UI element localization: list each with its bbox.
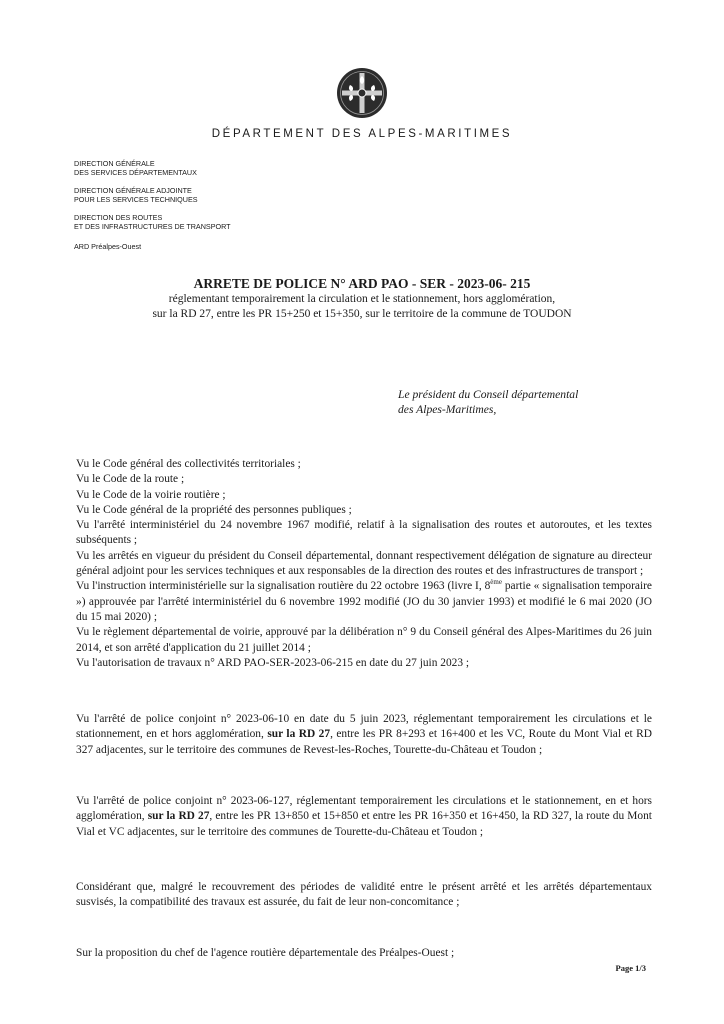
decree-subtitle-line: sur la RD 27, entre les PR 15+250 et 15+350, sur le territoire de la commune de TOUDON [152,307,572,320]
direction-line: DES SERVICES DÉPARTEMENTAUX [74,168,197,177]
direction-generale [74,159,197,177]
direction-routes [74,213,231,231]
visa-item: Vu l'autorisation de travaux n° ARD PAO-SER-2023-06-215 en date du 27 juin 2023 ; [76,656,470,669]
direction-line: DIRECTION GÉNÉRALE [74,159,155,168]
direction-line: DIRECTION GÉNÉRALE ADJOINTE [74,186,192,195]
visa-item: Vu le Code général de la propriété des personnes publiques ; [76,503,352,516]
page-number: Page 1/3 [615,963,646,973]
visa-item: Vu le Code général des collectivités territoriales ; [76,458,301,470]
decree-title-block [0,276,724,321]
paragraph-text: Sur la proposition du chef de l'agence routière départementale des Préalpes-Ouest ; [76,947,455,959]
visas-section [76,457,652,671]
ard-prealpes-ouest [74,242,141,251]
bold-text: sur la RD 27 [267,728,331,741]
president-line: Le président du Conseil départemental [398,388,579,401]
visa-text: Vu l'instruction interministérielle sur la signalisation routière du 22 octobre 1963 (livre I, 8 [76,580,491,593]
direction-line: DIRECTION DES ROUTES [74,213,163,222]
proposition-paragraph [76,946,652,961]
direction-generale-adjointe [74,186,198,204]
direction-line: ET DES INFRASTRUCTURES DE TRANSPORT [74,222,231,231]
vu-arrete-2023-06-10 [76,712,652,758]
visa-item: Vu le règlement départemental de voirie, approuvé par la délibération n° 9 du Conseil général des Alpes-Maritimes du 26 juin 2014, et son arrêté d'application du 21 juillet 2014 ; [76,626,652,654]
paragraph-text: Vu l'arrêté de police conjoint n° 2023-06-10 en date du 5 juin 2023, réglementant temporairement les circulations et le stationnement, en et hors agglomération, [76,713,652,741]
president-block [398,387,578,417]
superscript: ème [490,578,502,587]
paragraph-text: Considérant que, malgré le recouvrement des périodes de validité entre le présent arrêté et les arrêtés départementaux susvisés, la compatibilité des travaux est assurée, du fait de leur non-concomitance ; [76,881,652,909]
bold-text: sur la RD 27 [147,810,210,823]
department-seal-logo [336,67,388,119]
vu-arrete-2023-06-127 [76,794,652,840]
decree-subtitle-line: réglementant temporairement la circulation et le stationnement, hors agglomération, [168,293,556,305]
visa-item: Vu les arrêtés en vigueur du président du Conseil départemental, donnant respectivement délégation de signature au directeur général adjoint pour les services techniques et aux responsables de la direction des routes et des infrastructures de transport ; [76,549,652,578]
direction-line: POUR LES SERVICES TECHNIQUES [74,195,198,204]
paragraph-text: , entre les PR 8+293 et 16+400 et les VC, Route du Mont Vial et RD 327 adjacentes, sur le territoire des communes de Revest-les-Roches, Tourette-du-Château et Toudon ; [76,728,653,756]
visa-item: Vu le Code de la route ; [76,473,185,486]
direction-line: ARD Préalpes-Ouest [74,242,142,251]
paragraph-text: , entre les PR 13+850 et 15+850 et entre les PR 16+350 et 16+450, la RD 327, la route du Mont Vial et VC adjacentes, sur le territoire des communes de Tourette-du-Château et Toudon ; [76,810,652,838]
president-line: des Alpes-Maritimes, [398,403,497,416]
visa-text: partie « signalisation temporaire ») approuvée par l'arrêté interministériel du 6 novembre 1992 modifié (JO du 30 janvier 1993) et modifié le 6 mai 2020 (JO du 15 mai 2020) ; [76,580,652,623]
visa-item: Vu le Code de la voirie routière ; [76,488,226,501]
decree-title: ARRETE DE POLICE N° ARD PAO - SER - 2023-06- 215 [193,276,531,291]
considerant-paragraph [76,880,652,911]
visa-item [76,579,652,625]
paragraph-text: Vu l'arrêté de police conjoint n° 2023-06-127, réglementant temporairement les circulations et le stationnement, en et hors agglomération, [76,795,652,823]
visa-item: Vu l'arrêté interministériel du 24 novembre 1967 modifié, relatif à la signalisation des routes et autoroutes, et les textes subséquents ; [76,519,652,547]
department-name: DÉPARTEMENT DES ALPES-MARITIMES [211,128,513,140]
